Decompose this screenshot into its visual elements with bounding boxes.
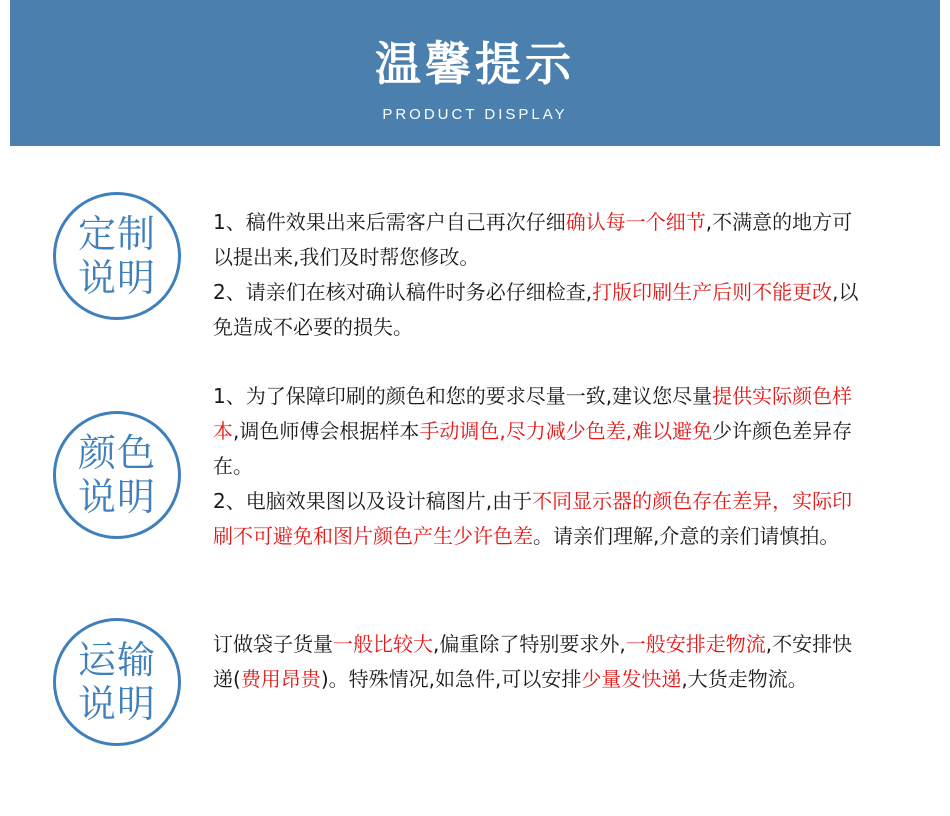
paragraph — [213, 484, 863, 554]
body-text: 2、电脑效果图以及设计稿图片,由于 — [213, 489, 533, 513]
body-text: ,不满意的地方可以提出来,我们及时帮您修改。 — [213, 210, 853, 269]
badge-line-1: 定制 — [77, 212, 156, 256]
body-text: 2、请亲们在核对确认稿件时务必仔细检查, — [213, 280, 593, 304]
highlighted-text: 不同显示器的颜色存在差异，实际印刷不可避免和图片颜色产生少许色差 — [213, 489, 853, 548]
paragraph — [213, 379, 863, 484]
badge-line-2: 说明 — [77, 256, 156, 300]
section-text — [213, 205, 863, 345]
highlighted-text: 打版印刷生产后则不能更改 — [592, 280, 833, 304]
highlighted-text: 确认每一个细节 — [565, 210, 706, 234]
body-text: 少许颜色差异存在。 — [213, 419, 853, 478]
badge-line-2: 说明 — [77, 475, 156, 519]
shipping-badge — [53, 618, 181, 746]
highlighted-text: 一般比较大 — [333, 632, 433, 656]
paragraph — [213, 205, 863, 275]
body-text: ,大货走物流。 — [681, 667, 808, 691]
section-text — [213, 627, 863, 697]
highlighted-text: 少量发快递 — [581, 667, 682, 691]
body-text: )。特殊情况,如急件,可以安排 — [320, 667, 582, 691]
paragraph — [213, 627, 863, 697]
body-text: 1、稿件效果出来后需客户自己再次仔细 — [213, 210, 566, 234]
body-text: ,调色师傅会根据样本 — [233, 419, 420, 443]
customization-badge — [53, 192, 181, 320]
highlighted-text: 一般安排走物流 — [625, 632, 766, 656]
header-banner — [10, 0, 940, 146]
body-text: ,偏重除了特别要求外, — [433, 632, 626, 656]
color-badge — [53, 411, 181, 539]
page-title: 温馨提示 — [375, 37, 575, 91]
paragraph — [213, 275, 863, 345]
body-text: ,以免造成不必要的损失。 — [213, 280, 859, 339]
highlighted-text: 费用昂贵 — [240, 667, 321, 691]
body-text: 。请亲们理解,介意的亲们请慎拍。 — [533, 524, 840, 548]
body-text: ,不安排快递( — [213, 632, 853, 691]
section-text — [213, 379, 863, 554]
highlighted-text: 提供实际颜色样本 — [213, 384, 853, 443]
badge-line-2: 说明 — [77, 682, 156, 726]
body-text: 订做袋子货量 — [213, 632, 333, 656]
highlighted-text: 手动调色,尽力减少色差,难以避免 — [419, 419, 713, 443]
page-subtitle: PRODUCT DISPLAY — [382, 106, 568, 123]
badge-line-1: 运输 — [77, 638, 156, 682]
body-text: 1、为了保障印刷的颜色和您的要求尽量一致,建议您尽量 — [213, 384, 713, 408]
badge-line-1: 颜色 — [77, 431, 156, 475]
